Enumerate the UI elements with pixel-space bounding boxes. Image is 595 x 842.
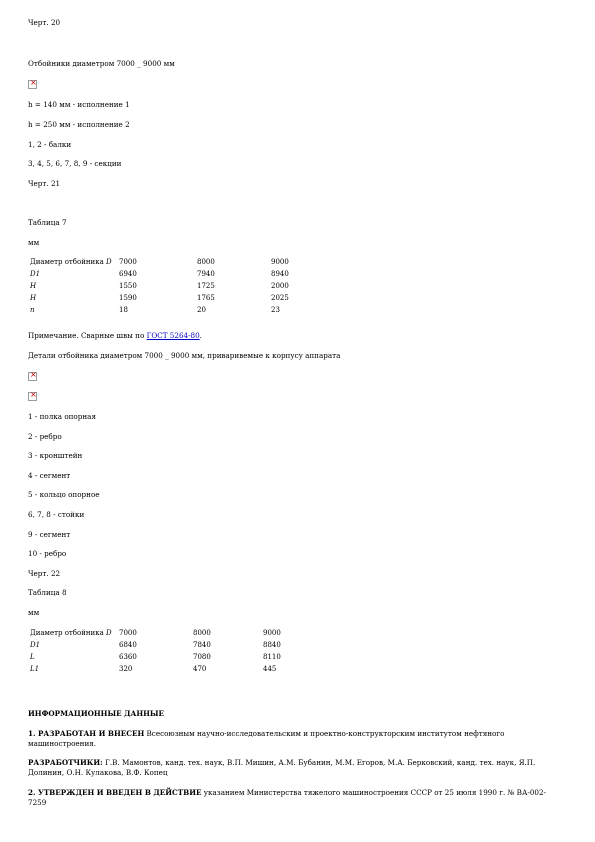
info-item-label: 2. УТВЕРЖДЕН И ВВЕДЕН В ДЕЙСТВИЕ [28,788,202,797]
table-cell: 7080 [193,653,211,661]
table-cell: 7000 [119,258,137,266]
table-cell: 23 [271,306,280,314]
table-cell: 1550 [119,282,137,290]
note-suffix: . [199,331,202,340]
table-cell: 6840 [119,641,137,649]
table-cell: 8940 [271,270,289,278]
table-cell: 8110 [263,653,281,661]
table-row [30,629,303,641]
info-item-approved [28,788,563,808]
legend-line: h = 140 мм - исполнение 1 [28,100,130,109]
row-label: Диаметр отбойника [30,258,106,266]
gost-link[interactable]: ГОСТ 5264-80 [146,331,200,340]
row-label: Диаметр отбойника [30,629,106,637]
legend-line: 9 - сегмент [28,530,71,539]
table-cell: 2000 [271,282,289,290]
table-cell: 8000 [197,258,215,266]
legend-line: 1 - полка опорная [28,412,96,421]
table-row [30,270,311,282]
row-symbol: L1 [30,665,40,673]
legend-line: 3, 4, 5, 6, 7, 8, 9 - секции [28,159,122,168]
table-row [30,258,311,270]
table-row [30,282,311,294]
table-cell: 8000 [193,629,211,637]
row-symbol: L [30,653,35,661]
table7-note [28,331,202,340]
broken-image-icon [28,372,37,381]
table8 [30,629,303,677]
table-cell: 320 [119,665,133,673]
legend-line: 3 - кронштейн [28,451,83,460]
table-cell: 7940 [197,270,215,278]
table-cell: 6360 [119,653,137,661]
table-row [30,294,311,306]
table-row [30,653,303,665]
table-cell: 8840 [263,641,281,649]
table-cell: 7840 [193,641,211,649]
table-cell: 1725 [197,282,215,290]
legend-line: h = 250 мм - исполнение 2 [28,120,130,129]
info-item-developers [28,758,563,778]
table-cell: 9000 [263,629,281,637]
table-row [30,665,303,677]
info-item-label: РАЗРАБОТЧИКИ: [28,758,103,767]
table7-unit: мм [28,238,40,247]
table-cell: 470 [193,665,207,673]
chart-caption-21: Черт. 21 [28,179,61,188]
table-cell: 445 [263,665,277,673]
broken-image-icon [28,80,37,89]
table-cell: 6940 [119,270,137,278]
row-symbol: D [105,258,112,266]
row-symbol: n [30,306,35,314]
table7-title: Таблица 7 [28,218,67,227]
row-symbol: D1 [30,270,41,278]
table-cell: 2025 [271,294,289,302]
info-item-text: Всесоюзным научно-исследовательским и проектно-конструкторским институтом нефтяного машиностроения. [28,729,505,748]
table-cell: 1590 [119,294,137,302]
table-cell: 7000 [119,629,137,637]
info-heading: ИНФОРМАЦИОННЫЕ ДАННЫЕ [28,709,165,718]
row-symbol: D [105,629,112,637]
info-item-developed [28,729,563,749]
section-title-deflectors: Отбойники диаметром 7000 _ 9000 мм [28,59,175,68]
info-item-label: 1. РАЗРАБОТАН И ВНЕСЕН [28,729,145,738]
table8-unit: мм [28,608,40,617]
table-cell: 9000 [271,258,289,266]
section-title-details: Детали отбойника диаметром 7000 _ 9000 мм, приваривемые к корпусу аппарата [28,351,341,360]
row-symbol: D1 [30,641,41,649]
table-row [30,306,311,318]
legend-line: 6, 7, 8 - стойки [28,510,85,519]
row-symbol: H [30,294,37,302]
table-cell: 1765 [197,294,215,302]
legend-line: 1, 2 - балки [28,140,72,149]
row-symbol: H [30,282,37,290]
chart-caption-22: Черт. 22 [28,569,61,578]
table-cell: 18 [119,306,128,314]
legend-line: 10 - ребро [28,549,67,558]
info-item-text: Г.В. Мамонтов, канд. тех. наук, В.П. Мишин, А.М. Бубанин, М.М. Егоров, М.А. Берковский, канд. тех. наук, Я.П. Долинин, О.Н. Кулакова, В.Ф. Копец [28,758,536,777]
note-text: Примечание. Сварные швы по [28,331,147,340]
chart-caption-20: Черт. 20 [28,18,61,27]
table8-title: Таблица 8 [28,588,67,597]
info-item-text: указанием Министерства тяжелого машиностроения СССР от 25 июля 1990 г. № ВА-002-7259 [28,788,546,807]
broken-image-icon [28,392,37,401]
legend-line: 5 - кольцо опорное [28,490,100,499]
legend-line: 2 - ребро [28,432,62,441]
table-cell: 20 [197,306,206,314]
legend-line: 4 - сегмент [28,471,71,480]
table7 [30,258,311,318]
table-row [30,641,303,653]
